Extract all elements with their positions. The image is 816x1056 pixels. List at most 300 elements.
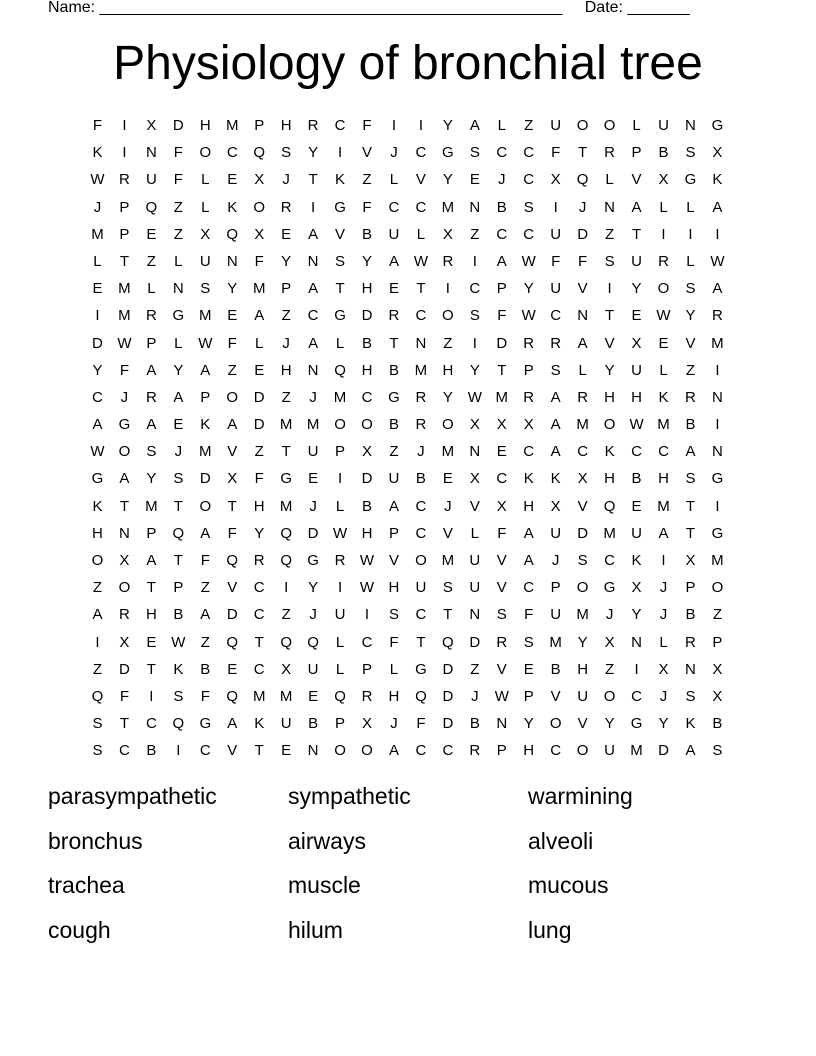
- grid-cell: I: [661, 552, 666, 569]
- grid-cell: M: [576, 416, 589, 434]
- grid-cell: V: [685, 334, 696, 352]
- grid-cell: C: [604, 552, 615, 569]
- grid-cell: E: [227, 660, 238, 678]
- grid-cell: H: [361, 361, 373, 379]
- grid-cell: W: [359, 552, 375, 569]
- grid-cell: L: [201, 198, 210, 216]
- grid-cell: V: [577, 715, 588, 733]
- grid-cell: Y: [227, 280, 238, 298]
- grid-cell: G: [280, 470, 292, 488]
- grid-cell: M: [252, 280, 266, 298]
- grid-cell: A: [227, 416, 238, 434]
- grid-cell: K: [523, 470, 534, 488]
- grid-cell: B: [200, 660, 211, 678]
- grid-cell: I: [337, 470, 343, 488]
- grid-cell: Q: [442, 633, 454, 651]
- grid-cell: Y: [442, 388, 453, 406]
- grid-cell: Z: [281, 606, 291, 624]
- grid-cell: L: [147, 280, 156, 298]
- grid-cell: J: [282, 171, 290, 189]
- grid-cell: S: [92, 742, 103, 760]
- grid-cell: X: [496, 497, 507, 515]
- grid-cell: C: [415, 198, 427, 216]
- grid-cell: X: [712, 660, 723, 678]
- grid-cell: G: [388, 388, 400, 406]
- word-list-item: airways: [288, 827, 366, 854]
- grid-cell: E: [496, 443, 507, 461]
- grid-cell: J: [471, 687, 479, 705]
- grid-cell: P: [631, 144, 642, 162]
- grid-cell: K: [335, 171, 346, 189]
- grid-cell: Y: [92, 361, 103, 379]
- grid-cell: A: [388, 252, 399, 270]
- grid-cell: S: [442, 579, 453, 597]
- grid-cell: D: [92, 334, 103, 352]
- grid-cell: F: [362, 117, 372, 134]
- grid-cell: H: [577, 660, 589, 678]
- grid-cell: O: [361, 416, 373, 434]
- grid-cell: C: [523, 443, 535, 461]
- grid-cell: W: [494, 687, 509, 705]
- grid-cell: K: [658, 388, 669, 406]
- grid-cell: O: [603, 117, 616, 134]
- grid-cell: V: [227, 443, 238, 461]
- grid-cell: V: [631, 171, 642, 189]
- grid-cell: A: [146, 552, 157, 569]
- grid-cell: A: [577, 334, 588, 352]
- grid-cell: I: [149, 687, 154, 705]
- grid-cell: O: [603, 687, 616, 705]
- grid-cell: R: [496, 633, 508, 651]
- grid-cell: E: [442, 470, 453, 488]
- grid-cell: I: [122, 117, 127, 134]
- grid-cell: M: [279, 416, 293, 434]
- grid-cell: F: [92, 117, 103, 134]
- grid-cell: C: [523, 579, 535, 597]
- grid-cell: V: [496, 579, 507, 597]
- grid-cell: A: [200, 361, 211, 379]
- grid-cell: I: [634, 660, 639, 678]
- grid-cell: W: [656, 307, 671, 325]
- grid-cell: J: [309, 388, 317, 406]
- word-list-item: sympathetic: [288, 783, 411, 809]
- grid-cell: W: [413, 252, 428, 270]
- grid-cell: N: [631, 633, 642, 651]
- grid-cell: N: [469, 443, 481, 461]
- grid-cell: O: [334, 416, 346, 434]
- grid-cell: V: [577, 497, 588, 515]
- grid-cell: S: [92, 715, 103, 733]
- grid-cell: P: [523, 687, 534, 705]
- grid-cell: T: [631, 225, 642, 243]
- grid-cell: B: [631, 470, 642, 488]
- grid-cell: U: [307, 660, 319, 678]
- grid-cell: Z: [200, 579, 210, 597]
- grid-cell: M: [603, 524, 616, 542]
- grid-cell: O: [118, 579, 131, 597]
- grid-cell: X: [577, 470, 588, 488]
- grid-cell: J: [659, 579, 668, 597]
- grid-cell: I: [122, 144, 127, 162]
- grid-cell: N: [604, 198, 615, 216]
- grid-cell: C: [145, 715, 157, 733]
- grid-cell: U: [334, 606, 346, 624]
- grid-cell: Z: [173, 225, 183, 243]
- grid-cell: H: [145, 606, 157, 624]
- grid-cell: O: [226, 388, 239, 406]
- grid-cell: Z: [146, 252, 156, 270]
- grid-cell: J: [390, 144, 398, 162]
- grid-cell: X: [442, 225, 453, 243]
- grid-cell: H: [631, 388, 642, 406]
- grid-cell: D: [442, 715, 454, 733]
- grid-cell: P: [712, 633, 723, 651]
- grid-cell: J: [659, 606, 668, 624]
- grid-cell: Y: [577, 633, 588, 651]
- grid-cell: W: [117, 334, 132, 352]
- grid-cell: L: [659, 633, 668, 651]
- grid-cell: U: [550, 280, 562, 298]
- grid-cell: C: [388, 198, 400, 216]
- grid-cell: S: [550, 361, 561, 379]
- grid-cell: E: [146, 633, 157, 651]
- grid-cell: U: [280, 715, 292, 733]
- grid-cell: O: [253, 198, 266, 216]
- grid-cell: Y: [685, 307, 696, 325]
- word-list: [48, 778, 768, 956]
- grid-cell: N: [119, 524, 130, 542]
- grid-cell: B: [362, 334, 373, 352]
- grid-cell: R: [550, 334, 562, 352]
- grid-cell: Z: [281, 307, 291, 325]
- grid-cell: H: [92, 524, 103, 542]
- grid-cell: W: [359, 579, 375, 597]
- grid-cell: N: [469, 606, 481, 624]
- grid-cell: Y: [604, 715, 615, 733]
- grid-cell: J: [417, 443, 425, 461]
- grid-cell: W: [90, 443, 105, 461]
- grid-cell: X: [362, 715, 373, 733]
- grid-cell: V: [604, 334, 615, 352]
- grid-cell: R: [307, 117, 319, 134]
- grid-cell: Q: [253, 144, 266, 162]
- grid-cell: G: [172, 307, 185, 325]
- grid-cell: P: [173, 579, 184, 597]
- grid-cell: D: [658, 742, 669, 760]
- grid-cell: S: [200, 280, 211, 298]
- grid-cell: C: [119, 742, 130, 760]
- grid-cell: V: [442, 524, 453, 542]
- grid-cell: V: [469, 497, 480, 515]
- grid-cell: L: [578, 361, 587, 379]
- grid-cell: B: [146, 742, 157, 760]
- grid-cell: M: [91, 225, 104, 243]
- grid-cell: O: [118, 443, 131, 461]
- grid-cell: X: [146, 117, 157, 134]
- grid-cell: U: [550, 524, 562, 542]
- grid-cell: V: [415, 171, 426, 189]
- grid-cell: T: [685, 497, 696, 515]
- grid-cell: F: [497, 307, 507, 325]
- grid-cell: S: [146, 443, 157, 461]
- grid-cell: F: [227, 524, 237, 542]
- grid-cell: H: [388, 579, 400, 597]
- grid-cell: F: [173, 144, 183, 162]
- grid-cell: Y: [308, 579, 319, 597]
- grid-cell: C: [334, 117, 346, 134]
- grid-cell: W: [90, 171, 105, 189]
- grid-cell: X: [469, 470, 480, 488]
- grid-cell: M: [441, 198, 455, 216]
- grid-cell: J: [498, 171, 506, 189]
- grid-cell: C: [226, 144, 238, 162]
- grid-cell: P: [335, 715, 346, 733]
- grid-cell: J: [120, 388, 129, 406]
- grid-cell: Z: [92, 579, 103, 597]
- header-line: [48, 0, 690, 18]
- grid-cell: Y: [523, 715, 534, 733]
- grid-cell: P: [523, 361, 534, 379]
- grid-cell: D: [253, 388, 265, 406]
- word-list-item: bronchus: [48, 827, 143, 854]
- grid-cell: H: [523, 497, 535, 515]
- grid-cell: U: [469, 552, 481, 569]
- grid-cell: B: [388, 416, 399, 434]
- grid-cell: I: [95, 633, 100, 651]
- grid-cell: Q: [91, 687, 104, 705]
- grid-cell: O: [603, 416, 616, 434]
- grid-cell: X: [712, 144, 723, 162]
- grid-cell: P: [119, 198, 130, 216]
- grid-cell: I: [715, 361, 720, 379]
- grid-cell: G: [603, 579, 616, 597]
- grid-cell: K: [92, 144, 103, 162]
- grid-cell: Y: [469, 361, 480, 379]
- grid-cell: R: [361, 687, 373, 705]
- grid-cell: E: [173, 416, 184, 434]
- grid-cell: Z: [227, 361, 237, 379]
- grid-cell: C: [523, 171, 535, 189]
- grid-cell: X: [604, 633, 615, 651]
- grid-cell: Y: [631, 606, 642, 624]
- grid-cell: E: [227, 307, 238, 325]
- grid-cell: O: [657, 280, 670, 298]
- grid-cell: M: [306, 416, 320, 434]
- grid-cell: C: [523, 144, 535, 162]
- grid-cell: U: [469, 579, 481, 597]
- grid-cell: C: [523, 225, 535, 243]
- grid-cell: V: [496, 552, 507, 569]
- grid-cell: X: [362, 443, 373, 461]
- grid-cell: T: [227, 497, 237, 515]
- grid-cell: T: [443, 606, 453, 624]
- grid-cell: Z: [605, 225, 615, 243]
- grid-cell: A: [685, 742, 696, 760]
- grid-cell: M: [333, 388, 347, 406]
- grid-cell: V: [227, 742, 238, 760]
- grid-cell: H: [253, 497, 265, 515]
- grid-cell: C: [361, 388, 373, 406]
- word-list-item: warmining: [528, 783, 633, 809]
- grid-cell: I: [364, 606, 370, 624]
- grid-cell: B: [496, 198, 507, 216]
- grid-cell: H: [361, 280, 373, 298]
- grid-cell: F: [254, 470, 264, 488]
- grid-cell: P: [550, 579, 561, 597]
- grid-cell: W: [332, 524, 348, 542]
- word-list-item: parasympathetic: [48, 783, 217, 809]
- grid-cell: X: [254, 225, 265, 243]
- grid-cell: O: [442, 416, 454, 434]
- grid-cell: E: [281, 742, 292, 760]
- grid-cell: J: [282, 334, 290, 352]
- grid-cell: A: [469, 117, 480, 134]
- grid-cell: G: [684, 171, 697, 189]
- grid-cell: S: [388, 606, 399, 624]
- grid-cell: P: [281, 280, 292, 298]
- grid-cell: X: [631, 334, 642, 352]
- grid-cell: T: [416, 280, 426, 298]
- grid-cell: H: [658, 470, 669, 488]
- grid-cell: K: [604, 443, 615, 461]
- date-field-label: Date: _______: [584, 0, 690, 16]
- grid-cell: J: [390, 715, 398, 733]
- grid-cell: N: [469, 198, 481, 216]
- grid-cell: Q: [280, 633, 292, 651]
- grid-cell: H: [523, 742, 535, 760]
- grid-cell: D: [199, 470, 211, 488]
- grid-cell: L: [686, 252, 695, 270]
- grid-cell: L: [470, 524, 479, 542]
- grid-cell: J: [551, 552, 560, 569]
- grid-cell: V: [362, 144, 373, 162]
- grid-cell: P: [388, 524, 399, 542]
- grid-cell: B: [658, 144, 669, 162]
- grid-cell: E: [308, 687, 319, 705]
- grid-cell: M: [711, 334, 724, 352]
- grid-cell: H: [280, 361, 292, 379]
- grid-cell: C: [442, 742, 454, 760]
- grid-cell: X: [658, 660, 669, 678]
- grid-cell: L: [659, 198, 668, 216]
- grid-cell: I: [472, 334, 477, 352]
- grid-cell: F: [578, 252, 588, 270]
- grid-cell: S: [173, 687, 184, 705]
- grid-cell: O: [91, 552, 104, 569]
- grid-cell: H: [361, 524, 373, 542]
- grid-cell: X: [469, 416, 480, 434]
- grid-cell: Q: [172, 524, 185, 542]
- grid-cell: P: [200, 388, 211, 406]
- grid-cell: P: [496, 742, 507, 760]
- grid-cell: B: [685, 606, 696, 624]
- grid-cell: X: [281, 660, 292, 678]
- grid-cell: Z: [470, 660, 480, 678]
- grid-cell: B: [362, 497, 373, 515]
- grid-cell: C: [415, 524, 427, 542]
- grid-cell: M: [414, 361, 428, 379]
- grid-cell: S: [469, 307, 480, 325]
- grid-cell: E: [308, 470, 319, 488]
- grid-cell: W: [171, 633, 186, 651]
- grid-cell: E: [631, 497, 642, 515]
- grid-cell: N: [145, 144, 157, 162]
- grid-cell: B: [388, 361, 399, 379]
- grid-cell: S: [469, 144, 480, 162]
- grid-cell: Y: [173, 361, 184, 379]
- grid-cell: F: [551, 144, 561, 162]
- grid-cell: N: [226, 252, 238, 270]
- grid-cell: Q: [334, 687, 346, 705]
- grid-cell: S: [685, 144, 696, 162]
- grid-cell: S: [173, 470, 184, 488]
- grid-cell: N: [415, 334, 427, 352]
- grid-cell: V: [388, 552, 399, 569]
- grid-cell: V: [550, 687, 561, 705]
- grid-cell: L: [335, 660, 345, 678]
- grid-cell: Q: [280, 524, 292, 542]
- grid-cell: I: [661, 225, 666, 243]
- grid-cell: M: [441, 443, 455, 461]
- grid-cell: S: [577, 552, 588, 569]
- grid-cell: J: [605, 606, 614, 624]
- grid-cell: Y: [308, 144, 319, 162]
- grid-cell: Q: [415, 687, 427, 705]
- grid-cell: R: [145, 388, 157, 406]
- grid-cell: X: [254, 171, 265, 189]
- grid-cell: K: [685, 715, 696, 733]
- grid-cell: N: [685, 117, 696, 134]
- grid-cell: O: [576, 579, 589, 597]
- grid-cell: H: [280, 117, 292, 134]
- grid-cell: S: [685, 470, 696, 488]
- grid-cell: Z: [389, 443, 399, 461]
- grid-cell: W: [467, 388, 482, 406]
- grid-cell: O: [415, 552, 427, 569]
- grid-cell: A: [712, 280, 723, 298]
- grid-cell: N: [711, 388, 723, 406]
- grid-cell: M: [252, 687, 266, 705]
- grid-cell: L: [497, 117, 506, 134]
- grid-cell: K: [550, 470, 561, 488]
- grid-cell: X: [119, 552, 130, 569]
- grid-cell: L: [605, 171, 614, 189]
- grid-cell: C: [415, 497, 427, 515]
- grid-cell: T: [497, 361, 507, 379]
- grid-cell: U: [550, 606, 562, 624]
- grid-cell: M: [549, 633, 562, 651]
- name-field-label: Name: ____________________________________________________: [48, 0, 563, 16]
- grid-cell: D: [119, 660, 130, 678]
- grid-cell: C: [199, 742, 211, 760]
- grid-cell: J: [444, 497, 452, 515]
- grid-cell: B: [685, 416, 696, 434]
- grid-cell: Y: [658, 715, 669, 733]
- grid-cell: A: [712, 198, 723, 216]
- grid-cell: N: [307, 742, 319, 760]
- grid-cell: T: [416, 633, 426, 651]
- grid-cell: F: [227, 334, 237, 352]
- grid-cell: F: [497, 524, 507, 542]
- grid-cell: B: [308, 715, 319, 733]
- grid-cell: T: [389, 334, 399, 352]
- word-list-item: alveoli: [528, 827, 594, 854]
- grid-cell: F: [254, 252, 264, 270]
- word-list-item: lung: [528, 916, 572, 943]
- grid-cell: L: [659, 361, 668, 379]
- grid-cell: G: [118, 416, 131, 434]
- grid-cell: P: [254, 117, 265, 134]
